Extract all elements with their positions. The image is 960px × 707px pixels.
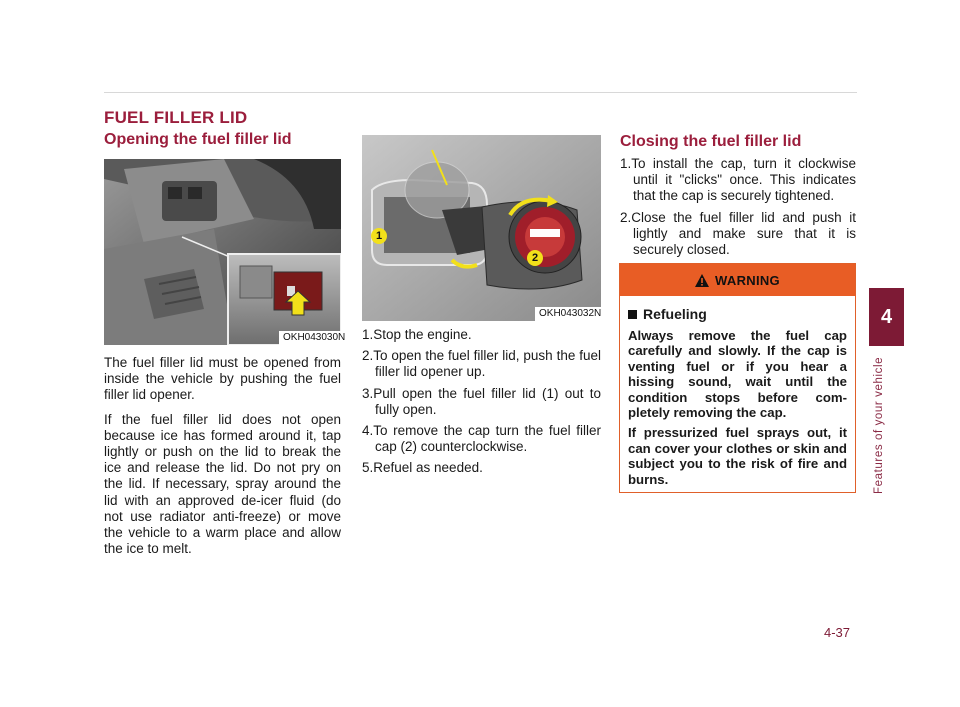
- opening-body: [104, 355, 341, 565]
- opening-paragraph: If the fuel filler lid does not open because ice has formed around it, tap lightly or push on the lid to break the ice and release the lid. Do not pry on the lid. If necessary, spray around the lid with an approved de-icer fluid (do not use radiator anti-freeze) or move the vehicle to a warm place and allow the ice to melt.: [104, 411, 341, 557]
- callout-1: 1: [371, 228, 387, 244]
- warning-subtitle: Refueling: [643, 306, 707, 322]
- warning-paragraph: Always remove the fuel cap carefully and slowly. If the cap is venting fuel or if you hear a hissing sound, wait until the condition stops before com- pletely removing the cap.: [628, 328, 847, 421]
- square-bullet-icon: [628, 310, 637, 319]
- dashboard-illustration: [104, 159, 341, 345]
- callout-2: 2: [527, 250, 543, 266]
- warning-body: [620, 296, 855, 487]
- warning-label: WARNING: [715, 272, 780, 288]
- step-item: 5.Refuel as needed.: [362, 460, 483, 476]
- step-item: 3.Pull open the fuel filler lid (1) out to fully open.: [362, 385, 601, 417]
- closing-steps: [620, 156, 856, 263]
- opening-heading: Opening the fuel filler lid: [104, 131, 292, 148]
- warning-box: [619, 263, 856, 493]
- fuel-lid-illustration: [362, 135, 601, 321]
- section-title: FUEL FILLER LID: [104, 108, 248, 127]
- step-item: 4.To remove the cap turn the fuel filler cap (2) counterclockwise.: [362, 423, 601, 455]
- top-rule: [104, 92, 857, 93]
- chapter-tab: 4: [869, 288, 904, 346]
- dashboard-opener-photo: [104, 159, 341, 345]
- warning-triangle-icon: [695, 274, 709, 287]
- warning-subtitle-row: [628, 306, 847, 322]
- image-code-middle: OKH043032N: [535, 307, 605, 321]
- page-number: 4-37: [824, 625, 851, 640]
- chapter-label-text: Features of your vehicle: [873, 356, 885, 494]
- step-item: 2.To open the fuel filler lid, push the fuel filler lid opener up.: [362, 348, 601, 380]
- opening-paragraph: The fuel filler lid must be opened from inside the vehicle by pushing the fuel filler lid opener.: [104, 355, 341, 403]
- opening-steps: [362, 327, 601, 482]
- warning-header: [620, 264, 855, 296]
- fuel-lid-photo: [362, 135, 601, 321]
- step-item: 1.Stop the engine.: [362, 327, 472, 342]
- step-item: 1.To install the cap, turn it clockwise until it "clicks" once. This indicates that the cap is securely tightened.: [620, 156, 856, 204]
- step-item: 2.Close the fuel filler lid and push it lightly and make sure that it is securely closed.: [620, 209, 856, 258]
- image-code-left: OKH043030N: [279, 331, 349, 345]
- closing-heading: Closing the fuel filler lid: [620, 133, 802, 150]
- warning-paragraph: If pressurized fuel sprays out, it can cover your clothes or skin and subject you to the risk of fire and burns.: [628, 425, 847, 487]
